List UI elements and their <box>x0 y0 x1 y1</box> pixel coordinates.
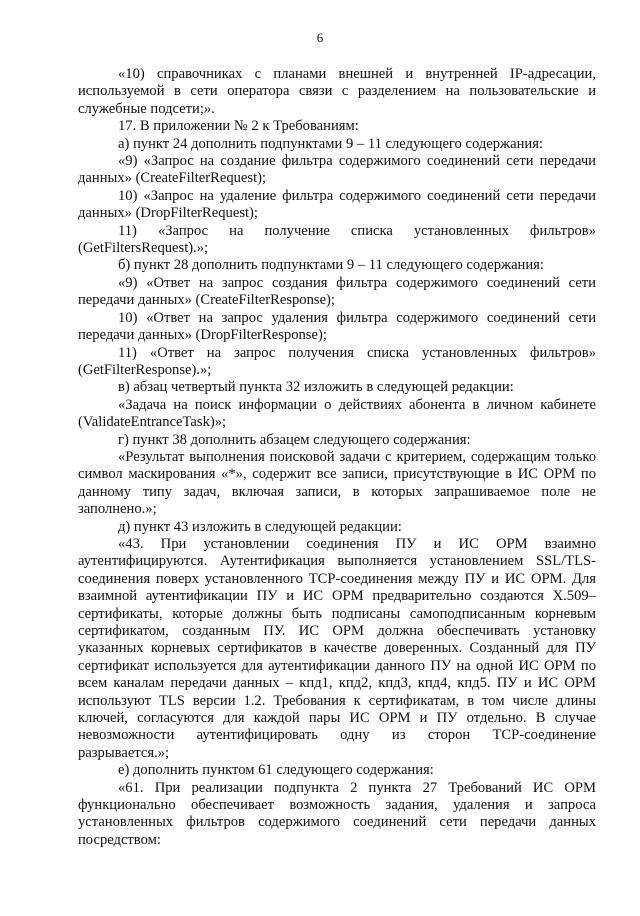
paragraph-drop-filter-response: 10) «Ответ на запрос удаления фильтра содержимого соединений сети передачи данных» (DropFilterResponse); <box>78 309 596 344</box>
page-number: 6 <box>316 30 324 45</box>
paragraph-point-61-filters: «61. При реализации подпункта 2 пункта 27 Требований ИС ОРМ функционально обеспечивает возможность задания, удаления и запроса установленных фильтров содержимого соединений сети передачи данных посредством: <box>78 779 596 848</box>
paragraph-e-point-61: е) дополнить пунктом 61 следующего содержания: <box>118 762 434 779</box>
paragraph-section-17: 17. В приложении № 2 к Требованиям: <box>118 118 359 135</box>
document-body <box>78 66 596 849</box>
paragraph-g-point-38: г) пункт 38 дополнить абзацем следующего содержания: <box>118 431 471 448</box>
paragraph-get-filters-request: 11) «Запрос на получение списка установленных фильтров» (GetFiltersRequest).»; <box>78 222 596 257</box>
paragraph-search-task-result: «Результат выполнения поисковой задачи с критерием, содержащим только символ маскирования «*», содержит все записи, присутствующие в ИС ОРМ по данному типу задач, включая записи, в которых запрашиваемое поле не заполнено.»; <box>78 448 596 518</box>
paragraph-create-filter-response: «9) «Ответ на запрос создания фильтра содержимого соединений сети передачи данных» (CreateFilterResponse); <box>78 274 596 309</box>
paragraph-a-point-24: а) пункт 24 дополнить подпунктами 9 – 11 следующего содержания: <box>118 135 543 152</box>
paragraph-v-point-32: в) абзац четвертый пункта 32 изложить в следующей редакции: <box>118 379 514 396</box>
paragraph-b-point-28: б) пункт 28 дополнить подпунктами 9 – 11 следующего содержания: <box>118 257 544 274</box>
paragraph-item-10-ip-addressing: «10) справочниках с планами внешней и внутренней IP-адресации, используемой в сети оператора связи с разделением на пользовательские и служебные подсети;». <box>78 66 596 117</box>
paragraph-validate-entrance-task: «Задача на поиск информации о действиях абонента в личном кабинете (ValidateEntranceTask)»; <box>78 396 596 431</box>
paragraph-get-filter-response: 11) «Ответ на запрос получения списка установленных фильтров» (GetFilterResponse).»; <box>78 344 596 378</box>
paragraph-drop-filter-request: 10) «Запрос на удаление фильтра содержимого соединений сети передачи данных» (DropFilterRequest); <box>78 187 596 222</box>
paragraph-d-point-43: д) пункт 43 изложить в следующей редакции: <box>118 518 402 535</box>
paragraph-point-43-authentication: «43. При установлении соединения ПУ и ИС ОРМ взаимно аутентифицируются. Аутентификация выполняется установлением SSL/TLS-соединения поверх установленного TCP-соединения между ПУ и ИС ОРМ. Для взаимной аутентификации ПУ и ИС ОРМ предварительно создаются X.509–сертификаты, которые должны быть подписаны самоподписанным корневым сертификатом, созданным ПУ. ИС ОРМ должна обеспечивать установку указанных корневых сертификатов в качестве доверенных. Созданный для ПУ сертификат используется для аутентификации данного ПУ на одной ИС ОРМ по всем каналам передачи данных – кпд1, кпд2, кпд3, кпд4, кпд5. ПУ и ИС ОРМ используют TLS версии 1.2. Требования к сертификатам, в том числе длины ключей, согласуются для каждой пары ИС ОРМ и ПУ отдельно. В случае невозможности аутентифицировать одну из сторон TCP-соединение разрывается.»; <box>78 535 596 761</box>
paragraph-create-filter-request: «9) «Запрос на создание фильтра содержимого соединений сети передачи данных» (CreateFilterRequest); <box>78 153 596 187</box>
